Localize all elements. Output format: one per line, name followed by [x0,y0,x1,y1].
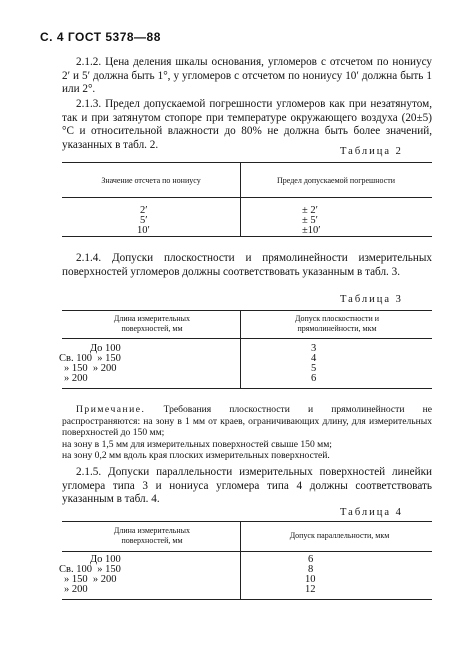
table-2-cell: ± 2′ [302,205,318,216]
table-2-cell: 10′ [137,225,150,236]
paragraph-2-1-4: 2.1.4. Допуски плоскостности и прямолинейности измерительных поверхностей угломеров должны соответствовать указанным в табл. 3. [62,252,432,278]
table-2-col1-header: Значение отсчета по нониусу [101,176,201,185]
table-4-cell: » 200 [64,584,88,595]
table-3-cell: 5 [311,363,317,374]
table-divider [240,162,241,236]
table-4-cell: 12 [305,584,316,595]
table-3-col2-header: Допуск плоскостности и прямолинейности, мкм [294,314,379,333]
table-rule [62,236,432,237]
table-4-cell: » 150 » 200 [64,574,117,585]
table-4 [59,521,432,601]
table-rule [62,388,432,389]
table-4-cell: До 100 [90,554,121,565]
table-rule [62,162,432,163]
table-3-col1-header: Длина измерительных поверхностей, мм [113,314,191,333]
table-3-cell: Св. 100 » 150 [59,353,121,364]
table-4-cell: Св. 100 » 150 [59,564,121,575]
table-3-caption: Таблица 3 [340,294,403,305]
page-header: С. 4 ГОСТ 5378—88 [40,30,161,44]
table-divider [240,521,241,599]
table-4-cell: 8 [308,564,314,575]
table-2 [62,162,432,237]
table-rule [62,599,432,600]
table-3-cell: 3 [311,343,317,354]
table-2-cell: ± 5′ [302,215,318,226]
table-3-cell: » 150 » 200 [64,363,117,374]
table-3 [59,310,432,390]
table-2-col2-header: Предел допускаемой погрешности [276,176,396,185]
table-rule [62,338,432,339]
note-block [62,404,432,462]
table-3-cell: » 200 [64,373,88,384]
table-4-col2-header: Допуск параллельности, мкм [289,531,390,540]
paragraph-2-1-5: 2.1.5. Допуски параллельности измерительных поверхностей линейки угломера типа 3 и нониуса угломера типа 4 должны соответствовать указанным в табл. 4. [62,466,432,506]
table-3-cell: 6 [311,373,317,384]
table-2-cell: 2′ [140,205,148,216]
table-2-cell: ±10′ [302,225,321,236]
table-4-cell: 10 [305,574,316,585]
table-rule [62,310,432,311]
table-4-col1-header: Длина измерительных поверхностей, мм [113,526,191,545]
table-rule [62,551,432,552]
note-line: на зону 0,2 мм вдоль края плоских измерительных поверхностей. [62,450,330,462]
table-rule [62,197,432,198]
table-2-cell: 5′ [140,215,148,226]
paragraph-2-1-3: 2.1.3. Предел допускаемой погрешности угломеров как при незатянутом, так и при затянутом стопоре при температуре окружающего воздуха (20±5)°С и относительной влажности до 80% не должна быть более значений, указанных в табл. 2. [62,98,432,151]
table-3-cell: 4 [311,353,317,364]
table-4-cell: 6 [308,554,314,565]
table-3-cell: До 100 [90,343,121,354]
table-rule [62,521,432,522]
note-text: Требования плоскостности и прямолинейности не распространяются: на зону в 1 мм от краев, ограничивающих длину, для измерительных поверхностей до 150 мм; [62,404,432,439]
table-2-caption: Таблица 2 [340,146,403,157]
table-divider [240,310,241,388]
note-label: Примечание. [76,404,146,415]
table-4-caption: Таблица 4 [340,507,403,518]
paragraph-2-1-2: 2.1.2. Цена деления шкалы основания, угломеров с отсчетом по нониусу 2′ и 5′ должна быть 1°, у угломеров с отсчетом по нониусу 10′ должна быть 1 или 2°. [62,56,432,96]
note-line: на зону в 1,5 мм для измерительных поверхностей свыше 150 мм; [62,438,332,450]
